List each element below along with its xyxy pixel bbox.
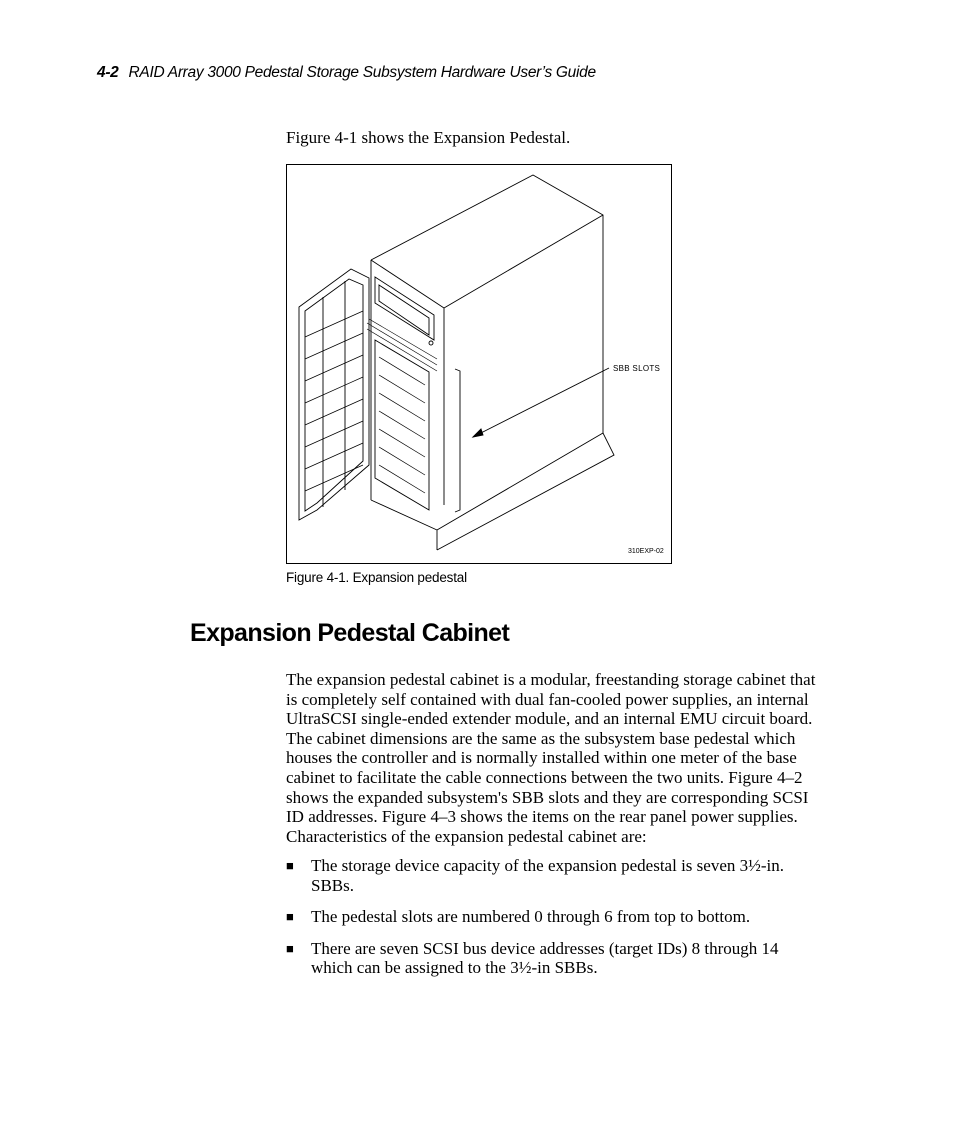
body-paragraph [286,670,846,846]
paragraph-line: The cabinet dimensions are the same as the subsystem base pedestal which [286,728,796,748]
sbb-slots-label: SBB SLOTS [613,364,661,373]
paragraph-line: houses the controller and is normally installed within one meter of the base [286,748,797,768]
paragraph-line: UltraSCSI single-ended extender module, and an internal EMU circuit board. [286,709,813,729]
paragraph-line: ID addresses. Figure 4–3 shows the items on the rear panel power supplies. [286,807,798,827]
paragraph-line: Characteristics of the expansion pedestal cabinet are: [286,826,647,846]
list-item-line: The storage device capacity of the expansion pedestal is seven 3½-in. [311,856,784,875]
paragraph-line: is completely self contained with dual fan-cooled power supplies, an internal [286,689,809,709]
figure-expansion-pedestal [286,164,672,564]
characteristics-list [286,856,826,990]
paragraph-line: The expansion pedestal cabinet is a modular, freestanding storage cabinet that [286,670,816,689]
intro-text: Figure 4-1 shows the Expansion Pedestal. [286,128,571,147]
paragraph-line: cabinet to facilitate the cable connections between the two units. Figure 4–2 [286,767,803,787]
header-title: RAID Array 3000 Pedestal Storage Subsystem Hardware User’s Guide [128,64,596,81]
paragraph-line: shows the expanded subsystem's SBB slots and they are corresponding SCSI [286,787,809,807]
list-item [286,939,826,978]
figure-id: 310EXP-02 [628,548,664,555]
list-item-line: There are seven SCSI bus device addresses (target IDs) 8 through 14 [311,938,779,958]
page-number: 4-2 [97,64,119,81]
list-item [286,907,826,927]
running-header [97,64,596,82]
list-item-line: The pedestal slots are numbered 0 through 6 from top to bottom. [311,907,751,927]
list-item-line: SBBs. [311,875,354,895]
list-item-line: which can be assigned to the 3½-in SBBs. [311,958,598,978]
section-title: Expansion Pedestal Cabinet [190,619,510,647]
list-item [286,856,826,895]
bullet-square-icon: ■ [286,858,294,873]
figure-caption: Figure 4-1. Expansion pedestal [286,570,467,585]
bullet-square-icon: ■ [286,940,294,956]
bullet-square-icon: ■ [286,909,294,925]
